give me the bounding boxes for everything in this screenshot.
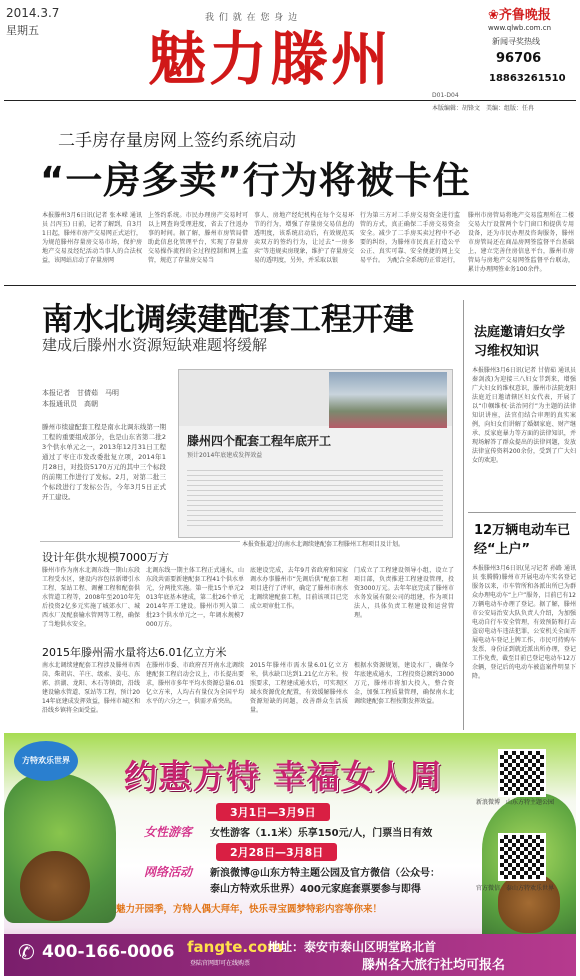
ad-site-note: 登陆官网即可在线购票 (190, 960, 251, 967)
masthead-title: 魅力滕州 (148, 25, 393, 93)
water-section1-col-2: 北调东线一期主体工程正式通水，山东段共需要新建配套工程41个供水单元，分两批实施。第一批15个单元2013年底基本建成，第二批26个单元2014年开工建设。滕州市列入第二批23个供水单元之一，年调水规模7000万方。 (146, 567, 244, 628)
water-subhead: 建成后滕州水资源短缺难题将缓解 (42, 336, 268, 354)
masthead-slogan: 我 们 就 在 您 身 边 (205, 13, 299, 23)
lead-kicker: 二手房存量房网上签约系统启动 (58, 131, 296, 151)
masthead-weekday: 星期五 (6, 24, 39, 37)
water-section2-title: 2015年滕州需水量将达6.01亿立方米 (42, 646, 227, 659)
ad-address: 地址：泰安市泰山区明堂路北首 (268, 940, 437, 954)
photo-caption: 本报资报道过的南水北调续建配套工程滕州工程项目及计划。 (242, 541, 405, 548)
ad-bear-icon (498, 873, 560, 933)
lead-col-5: 滕州市房管局将地产交易监理所在二楼交易大厅设置两个专门窗口和提供专用设备，还为市民办理及咨询服务，滕州市房管局还在商品房网签监督平台基础上，建立完善住房信息平台，滕州市房管局与房地产交易网签监督平台联动，累计办理网签业务100余件。 (468, 212, 574, 273)
weibo-label: 山东方特主题公园 (506, 799, 555, 806)
hotline-label: 新闻寻奖热线 (492, 37, 540, 46)
ad-banner[interactable] (4, 733, 576, 976)
water-section2-col-2: 在滕州市委、市政府召开南水北调续建配套工程启动会议上，市长提出要求，滕州市多年平均水资源总量6.01亿立方米，人均占有量仅为全国平均水平的六分之一，供需矛盾突出。 (146, 662, 244, 705)
ad-park-logo (14, 741, 78, 781)
column-rule (463, 300, 464, 730)
weibo-qr-caption: 新浪微博 (476, 799, 501, 806)
newspaper-photo (178, 369, 453, 538)
lead-col-3: 事人、房地产经纪机构在每个交易环节的行为，增强了存量房交易信息的透明度，该系统启动后，有效规范买卖双方的签约行为，让过去“一房多卖”等违规卖房现象，维护了存量房交易的透明度，另外，并采取以银 (254, 212, 354, 264)
lead-rule (4, 285, 576, 286)
ad-offer-1: 女性游客（1.1米）乐享150元/人，门票当日有效 (210, 828, 433, 839)
side1-headline: 法庭邀请妇女学习维权知识 (474, 325, 566, 359)
water-intro: 滕州市续建配套工程是南水北调东线第一期工程的重要组成部分，也是山东省第二批23个供水单元之一，2013年12月31日工程通过了枣庄市发改委批复立项，2014年1月28日，对投资5170万元的其中三个标段的前期工作进行了发标。2月，对第二批三个标段进行了发标公告，今年3月5日正式开工建设。 (42, 423, 166, 501)
water-divider (40, 541, 240, 542)
photo-note: 预计2014年底建成发挥效益 (187, 452, 263, 459)
masthead-date: 2014.3.7 (6, 6, 60, 20)
ad-agency: 滕州各大旅行社均可报名 (362, 958, 506, 973)
ad-label-1: 女性游客 (144, 825, 193, 839)
lead-col-1: 本报滕州3月6日讯(记者 张本嵘 通讯员 吕丙玉) 日前，记者了解到，自3月1日起，滕州市房产交易网正式运行，为规范滕州存量房交易市场，保护房地产交易及经纪活动当事人的合法权益，该网站启动了存量房网 (42, 212, 142, 264)
ad-offer-3: 泰山方特欢乐世界）400元家庭套票要参与即得 (210, 884, 421, 895)
water-headline: 南水北调续建配套工程开建 (42, 302, 414, 338)
water-section1-title: 设计年供水规模7000万方 (42, 551, 169, 564)
hotline-number: 96706 (496, 51, 542, 66)
logo-text: 齐鲁晚报 (498, 8, 551, 23)
sidebar-rule (468, 512, 576, 513)
water-section2-col-1: 南水北调续建配套工程涉及滕州市西岗、柴胡店、羊庄、级索、姜屯、东郭、滨湖、龙阳、木石等镇街，沿线建设输水管道、泵站等工程，预计2014年底建成发挥效益，滕州市城区和沿线乡镇将全面受益。 (42, 662, 140, 714)
ad-slogan: 魅力开园季，方特人偶大拜年，快乐寻宝圆梦特彩内容等你来！ (116, 904, 383, 915)
ad-character-icon (20, 851, 90, 921)
editors-line: 本版编辑：胡锋文 美编：组版：任冉 (432, 105, 535, 112)
water-section1-col-4: 门成立了工程建设领导小组，设立了项目部，负责推进工程建设管理，投资3000万元。去年年底完成了滕州市水务发展有限公司的组建，作为项目法人，具体负责工程建设和运营管理。 (354, 567, 454, 619)
ad-site[interactable]: fangte.com (187, 938, 283, 956)
water-section1-col-3: 底建设完成，去年9月省政府和国家调水办事滕州市“先调后供”配套工程项目进行了评审，确定了滕州市南水北调续建配套工程，目前该项目已完成立项审批工作。 (250, 567, 348, 610)
ad-phone-icon: ✆ (18, 940, 35, 964)
ad-park-name: 方特欢乐世界 (22, 756, 70, 765)
ad-date-2: 2月28日—3月8日 (216, 843, 337, 861)
newspaper-logo (488, 4, 551, 23)
water-byline: 本报记者 甘倩茹 马明 本报通讯员 高朝 (42, 389, 119, 408)
ad-label-2: 网络活动 (144, 865, 193, 879)
lead-col-4: 行为第三方对二手房交易资金进行监管的方式，真正确保二手房交易资金安全。减少了二手房买卖过程中不必要的纠纷，为滕州市民真正打造公平公正、真实可靠、安全便捷的网上交易平台。 为配合全系统的正常运行， (360, 212, 460, 264)
photo-title: 滕州四个配套工程年底开工 (187, 434, 332, 448)
water-section2-col-4: 根据水资源规划，建设水厂，确保今年底建成通水，工程投资总额约3000万元，滕州市将加大投入，整合资金，加强工程质量管理，确保南水北调续建配套工程按期发挥效益。 (354, 662, 454, 705)
masthead-rule (4, 100, 576, 101)
lead-col-2: 上签约系统。市民办理房产交易时可以上网查询受理进度，省去了往返办事的时间。据了解，滕州市房管局借助此信息化管理平台，实现了存量房交易操作流程的全过程控制和网上监管，规范了存量房交易当 (148, 212, 248, 264)
ad-date-1: 3月1日—3月9日 (216, 803, 330, 821)
weibo-qr-code[interactable] (498, 749, 546, 797)
logo-mark-icon: ❀ (488, 8, 499, 23)
water-section1-col-1: 滕州市作为南水北调东线一期山东段工程受水区，建设内容包括新增引水工程、泵站工程、调蓄工程和配套供水管道工程等，2008年至2010年先后投资2亿多元实施了城郊水厂、城西水厂及配套输水管网等工程，确保了当地供水安全。 (42, 567, 140, 628)
ad-phone[interactable]: 400-166-0006 (42, 942, 175, 962)
wechat-qr-code[interactable] (498, 833, 546, 881)
water-section2-col-3: 2015年滕州市需水量6.01亿立方米，供水缺口达到1.21亿立方米。按照要求，工程建成通水后，可实现区域水资源优化配置，有效缓解滕州水资源短缺的问题，改善群众生活质量。 (250, 662, 348, 714)
side1-body: 本报滕州3月6日讯(记者 甘倩茹 通讯员 秦剑波)为迎接三八妇女节到来，增强广大妇女的维权意识，滕州市法院龙阳法庭近日邀请辖区妇女代表，开展了以“巾帼维权·法治同行”为主题的法律知识讲座，法官们结合审理的真实案例，向妇女们讲解了婚姻家庭、财产继承、反家庭暴力等方面的法律知识，并现场解答了群众提出的法律问题，发放法律宣传资料200余份，受到了广大妇女的欢迎。 (472, 367, 576, 464)
wechat-label: 泰山方特欢乐世界 (506, 885, 555, 892)
ad-offer-2: 新浪微博@山东方特主题公园及官方微信（公众号： (210, 868, 440, 879)
wechat-qr-caption: 官方微信 (476, 885, 501, 892)
side2-headline: 12万辆电动车已经“上户” (474, 523, 571, 557)
ad-headline: 约惠方特 幸福女人周 (124, 757, 443, 796)
side2-body: 本报滕州3月6日讯(见习记者 孙路 通讯员 张腾腾)滕州市开展电动车实名登记服务以来，市车管所和各派出所已为群众办理电动车“上户”服务，目前已有12万辆电动车办理了登记。据了解，滕州市公安局治安大队负责人介绍，为加强电动自行车安全管理，有效预防和打击盗窃电动车违法犯罪，公安机关全面开展电动车登记上牌工作，市民可持购车发票、身份证到就近派出所办理，登记工作免费，截至目前已登记电动车12万余辆，登记后的电动车被盗案件明显下降。 (472, 565, 576, 680)
website[interactable]: www.qlwb.com.cn (488, 24, 551, 32)
phone-number: 18863261510 (489, 73, 566, 84)
photo-image (329, 372, 447, 428)
page-range: D01-D04 (432, 92, 459, 99)
photo-text-lines (187, 466, 443, 526)
lead-headline: “一房多卖”行为将被卡住 (40, 159, 471, 202)
